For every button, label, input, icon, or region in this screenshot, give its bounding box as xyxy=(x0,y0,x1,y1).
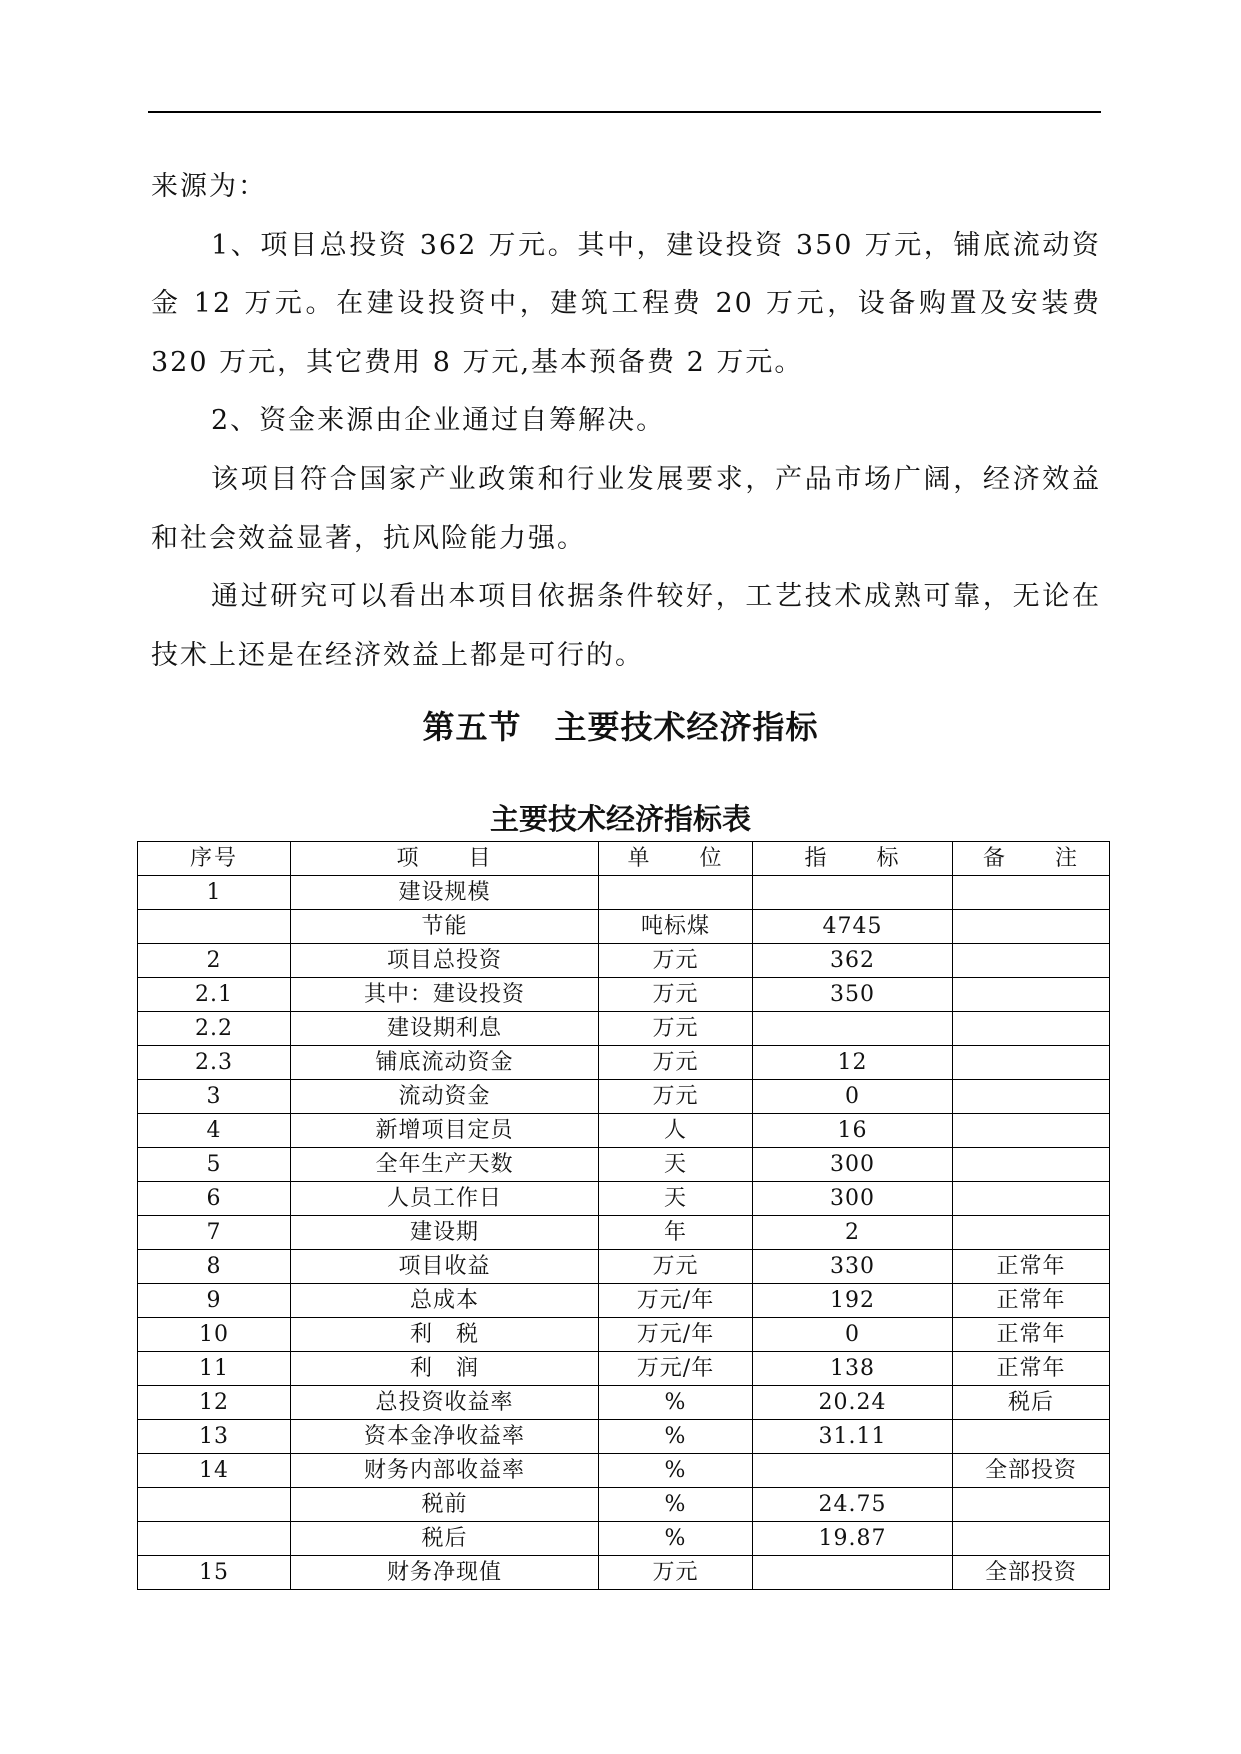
cell-index: 2.3 xyxy=(138,1046,291,1080)
cell-unit: 人 xyxy=(599,1114,753,1148)
cell-value xyxy=(753,1556,953,1590)
cell-value: 350 xyxy=(753,978,953,1012)
cell-item: 流动资金 xyxy=(291,1080,599,1114)
cell-value: 0 xyxy=(753,1318,953,1352)
cell-index: 6 xyxy=(138,1182,291,1216)
cell-unit: 万元 xyxy=(599,1556,753,1590)
cell-value: 4745 xyxy=(753,910,953,944)
cell-item: 项目总投资 xyxy=(291,944,599,978)
table-row xyxy=(138,1182,1110,1216)
cell-remark xyxy=(953,1012,1110,1046)
cell-item: 总成本 xyxy=(291,1284,599,1318)
cell-index xyxy=(138,1488,291,1522)
cell-unit: 万元/年 xyxy=(599,1284,753,1318)
cell-index: 13 xyxy=(138,1420,291,1454)
header-unit: 单 位 xyxy=(599,842,753,876)
cell-unit: 万元 xyxy=(599,1012,753,1046)
table-row xyxy=(138,1250,1110,1284)
table-header-row xyxy=(138,842,1110,876)
cell-value xyxy=(753,876,953,910)
cell-item: 利 润 xyxy=(291,1352,599,1386)
cell-remark: 正常年 xyxy=(953,1250,1110,1284)
cell-item: 资本金净收益率 xyxy=(291,1420,599,1454)
cell-value: 300 xyxy=(753,1182,953,1216)
table-row xyxy=(138,1488,1110,1522)
cell-unit: 万元 xyxy=(599,944,753,978)
cell-index: 14 xyxy=(138,1454,291,1488)
cell-index: 3 xyxy=(138,1080,291,1114)
cell-value: 330 xyxy=(753,1250,953,1284)
cell-item: 利 税 xyxy=(291,1318,599,1352)
cell-value: 20.24 xyxy=(753,1386,953,1420)
cell-remark xyxy=(953,1182,1110,1216)
table-row xyxy=(138,1284,1110,1318)
table-row xyxy=(138,1148,1110,1182)
cell-value xyxy=(753,1454,953,1488)
cell-remark xyxy=(953,1148,1110,1182)
paragraph: 该项目符合国家产业政策和行业发展要求，产品市场广阔，经济效益和社会效益显著，抗风险能力强。 xyxy=(151,463,1101,554)
table-row xyxy=(138,1454,1110,1488)
cell-unit: 天 xyxy=(599,1148,753,1182)
cell-item: 新增项目定员 xyxy=(291,1114,599,1148)
cell-remark: 正常年 xyxy=(953,1352,1110,1386)
cell-unit: 万元 xyxy=(599,1250,753,1284)
cell-index: 5 xyxy=(138,1148,291,1182)
cell-item: 财务内部收益率 xyxy=(291,1454,599,1488)
table-row xyxy=(138,978,1110,1012)
cell-item: 全年生产天数 xyxy=(291,1148,599,1182)
table-row xyxy=(138,876,1110,910)
cell-unit: 万元 xyxy=(599,978,753,1012)
cell-remark xyxy=(953,1080,1110,1114)
table-row xyxy=(138,1318,1110,1352)
cell-value: 12 xyxy=(753,1046,953,1080)
cell-remark: 全部投资 xyxy=(953,1556,1110,1590)
paragraph: 来源为： xyxy=(151,171,267,202)
cell-item: 其中：建设投资 xyxy=(291,978,599,1012)
section-title: 第五节 主要技术经济指标 xyxy=(422,708,819,746)
header-index: 序号 xyxy=(138,842,291,876)
paragraph: 2、资金来源由企业通过自筹解决。 xyxy=(211,405,666,437)
cell-value: 19.87 xyxy=(753,1522,953,1556)
cell-index: 2 xyxy=(138,944,291,978)
table-title: 主要技术经济指标表 xyxy=(489,802,751,836)
cell-remark: 税后 xyxy=(953,1386,1110,1420)
cell-item: 建设规模 xyxy=(291,876,599,910)
cell-index: 2.1 xyxy=(138,978,291,1012)
cell-item: 税后 xyxy=(291,1522,599,1556)
cell-remark xyxy=(953,876,1110,910)
cell-index: 9 xyxy=(138,1284,291,1318)
table-row xyxy=(138,910,1110,944)
cell-index xyxy=(138,910,291,944)
cell-item: 铺底流动资金 xyxy=(291,1046,599,1080)
body-text xyxy=(151,158,1101,685)
table-row xyxy=(138,1556,1110,1590)
table-row xyxy=(138,1420,1110,1454)
header-item: 项 目 xyxy=(291,842,599,876)
cell-remark: 正常年 xyxy=(953,1284,1110,1318)
cell-item: 项目收益 xyxy=(291,1250,599,1284)
cell-value: 192 xyxy=(753,1284,953,1318)
cell-value: 16 xyxy=(753,1114,953,1148)
cell-unit: % xyxy=(599,1488,753,1522)
table-row xyxy=(138,1012,1110,1046)
cell-value: 0 xyxy=(753,1080,953,1114)
cell-remark xyxy=(953,910,1110,944)
cell-value xyxy=(753,1012,953,1046)
cell-remark xyxy=(953,1522,1110,1556)
cell-item: 节能 xyxy=(291,910,599,944)
header-remark: 备 注 xyxy=(953,842,1110,876)
table-row xyxy=(138,1352,1110,1386)
cell-value: 362 xyxy=(753,944,953,978)
cell-index: 8 xyxy=(138,1250,291,1284)
cell-unit xyxy=(599,876,753,910)
table-row xyxy=(138,1216,1110,1250)
cell-remark xyxy=(953,1216,1110,1250)
table-row xyxy=(138,1114,1110,1148)
cell-item: 建设期 xyxy=(291,1216,599,1250)
cell-item: 建设期利息 xyxy=(291,1012,599,1046)
cell-item: 人员工作日 xyxy=(291,1182,599,1216)
cell-item: 税前 xyxy=(291,1488,599,1522)
cell-remark xyxy=(953,978,1110,1012)
cell-unit: % xyxy=(599,1454,753,1488)
cell-index xyxy=(138,1522,291,1556)
cell-remark xyxy=(953,1420,1110,1454)
cell-unit: 天 xyxy=(599,1182,753,1216)
cell-index: 15 xyxy=(138,1556,291,1590)
cell-unit: 年 xyxy=(599,1216,753,1250)
cell-value: 31.11 xyxy=(753,1420,953,1454)
indicator-table xyxy=(137,841,1110,1590)
cell-remark xyxy=(953,1046,1110,1080)
cell-remark xyxy=(953,944,1110,978)
cell-unit: 万元 xyxy=(599,1046,753,1080)
paragraph: 通过研究可以看出本项目依据条件较好，工艺技术成熟可靠，无论在技术上还是在经济效益上都是可行的。 xyxy=(151,581,1101,671)
table-row xyxy=(138,1522,1110,1556)
cell-remark: 正常年 xyxy=(953,1318,1110,1352)
cell-unit: 万元/年 xyxy=(599,1318,753,1352)
cell-value: 300 xyxy=(753,1148,953,1182)
table-row xyxy=(138,1080,1110,1114)
cell-index: 12 xyxy=(138,1386,291,1420)
header-value: 指 标 xyxy=(753,842,953,876)
table-row xyxy=(138,944,1110,978)
cell-unit: 万元/年 xyxy=(599,1352,753,1386)
cell-item: 财务净现值 xyxy=(291,1556,599,1590)
cell-item: 总投资收益率 xyxy=(291,1386,599,1420)
cell-value: 24.75 xyxy=(753,1488,953,1522)
cell-unit: % xyxy=(599,1386,753,1420)
cell-index: 11 xyxy=(138,1352,291,1386)
cell-unit: % xyxy=(599,1522,753,1556)
cell-index: 2.2 xyxy=(138,1012,291,1046)
table-row xyxy=(138,1386,1110,1420)
cell-remark xyxy=(953,1114,1110,1148)
cell-unit: % xyxy=(599,1420,753,1454)
cell-value: 2 xyxy=(753,1216,953,1250)
header-rule xyxy=(148,111,1101,113)
cell-index: 4 xyxy=(138,1114,291,1148)
paragraph: 1、项目总投资 362 万元。其中，建设投资 350 万元，铺底流动资金 12 万元。在建设投资中，建筑工程费 20 万元，设备购置及安装费 320 万元，其它费用 8 万元,基本预备费 2 万元。 xyxy=(151,229,1101,378)
cell-remark xyxy=(953,1488,1110,1522)
cell-value: 138 xyxy=(753,1352,953,1386)
cell-unit: 吨标煤 xyxy=(599,910,753,944)
cell-index: 1 xyxy=(138,876,291,910)
cell-remark: 全部投资 xyxy=(953,1454,1110,1488)
cell-index: 7 xyxy=(138,1216,291,1250)
cell-index: 10 xyxy=(138,1318,291,1352)
table-row xyxy=(138,1046,1110,1080)
cell-unit: 万元 xyxy=(599,1080,753,1114)
